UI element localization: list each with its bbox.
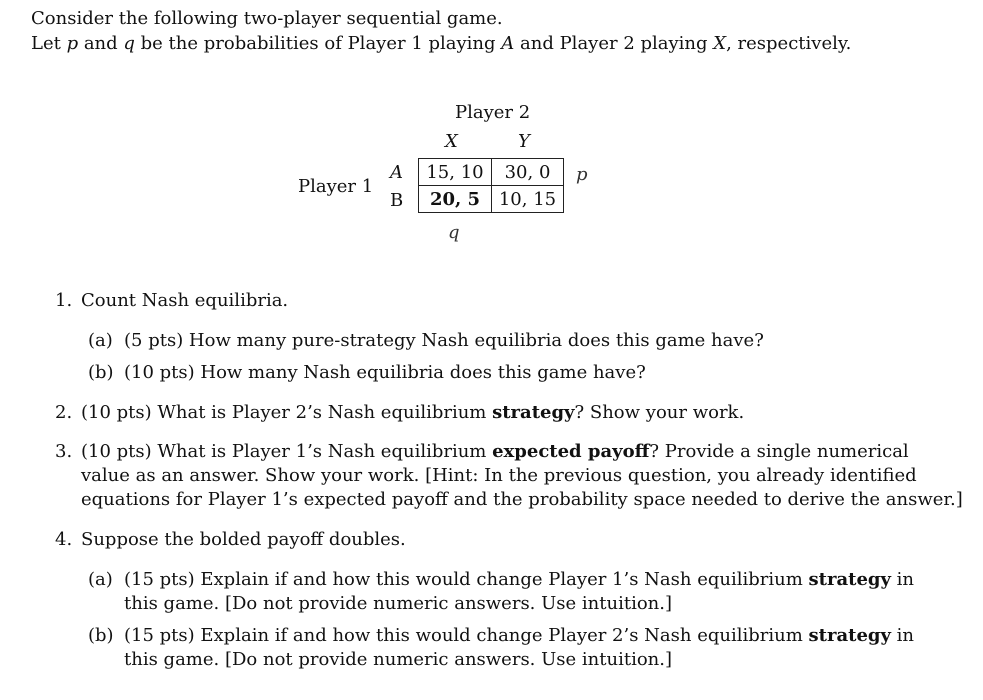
- subquestion-text: in: [890, 625, 915, 646]
- question-1b: [88, 361, 646, 385]
- var-x: X: [713, 33, 727, 54]
- question-4b-line-1: [124, 624, 915, 648]
- column-y-label: Y: [518, 131, 530, 152]
- row-b-label: B: [390, 190, 404, 211]
- var-p: p: [66, 33, 79, 54]
- question-number: 3.: [55, 441, 73, 462]
- question-number: 1.: [55, 290, 73, 311]
- intro-text: and: [78, 33, 124, 54]
- question-4a: [88, 568, 915, 616]
- var-q: q: [123, 33, 135, 54]
- p-probability-label: p: [576, 164, 588, 185]
- question-4a-line-1: [124, 568, 915, 592]
- q-probability-label: q: [448, 222, 460, 243]
- intro-text: be the probabilities of Player 1 playing: [134, 33, 502, 54]
- cell-a-y: 30, 0: [492, 159, 564, 186]
- intro-text: , respectively.: [726, 33, 852, 54]
- column-x-label: X: [445, 131, 458, 152]
- subquestion-text: (5 pts) How many pure-strategy Nash equilibria does this game have?: [124, 330, 764, 351]
- cell-b-y: 10, 15: [492, 186, 564, 213]
- bold-term: expected payoff: [492, 441, 650, 462]
- player-2-label: Player 2: [455, 102, 531, 123]
- question-3-line-2: value as an answer. Show your work. [Hint: In the previous question, you already identified: [81, 465, 917, 486]
- question-text: Count Nash equilibria.: [81, 290, 289, 311]
- subquestion-text: (15 pts) Explain if and how this would change Player 2’s Nash equilibrium: [124, 625, 809, 646]
- question-4b-line-2: this game. [Do not provide numeric answers. Use intuition.]: [124, 649, 672, 670]
- cell-b-x-bolded: 20, 5: [419, 186, 492, 213]
- subquestion-text: (10 pts) How many Nash equilibria does this game have?: [124, 362, 646, 383]
- question-3-line-1: [81, 440, 909, 464]
- question-text: Suppose the bolded payoff doubles.: [81, 529, 406, 550]
- bold-term: strategy: [492, 402, 575, 423]
- row-a-label: A: [390, 162, 403, 183]
- intro-text: and Player 2 playing: [514, 33, 714, 54]
- subquestion-label: (a): [88, 569, 113, 590]
- question-1a: [88, 329, 764, 353]
- var-a: A: [501, 33, 515, 54]
- subquestion-text: (15 pts) Explain if and how this would change Player 1’s Nash equilibrium: [124, 569, 809, 590]
- player-1-label: Player 1: [298, 176, 374, 197]
- question-4: [55, 528, 406, 552]
- payoff-matrix: [418, 158, 564, 213]
- subquestion-label: (b): [88, 625, 114, 646]
- question-text: (10 pts) What is Player 1’s Nash equilibrium: [81, 441, 493, 462]
- question-1: [55, 289, 289, 313]
- intro-text: Let: [31, 33, 67, 54]
- question-text: (10 pts) What is Player 2’s Nash equilibrium: [81, 402, 493, 423]
- question-4b: [88, 624, 915, 672]
- bold-term: strategy: [808, 625, 891, 646]
- cell-a-x: 15, 10: [419, 159, 492, 186]
- payoff-matrix-figure: [0, 0, 983, 260]
- question-text: ? Provide a single numerical: [649, 441, 909, 462]
- question-text: ? Show your work.: [574, 402, 745, 423]
- subquestion-text: in: [890, 569, 915, 590]
- matrix-row-a: [419, 159, 564, 186]
- question-number: 4.: [55, 529, 73, 550]
- subquestion-label: (a): [88, 330, 113, 351]
- matrix-row-b: [419, 186, 564, 213]
- question-4a-line-2: this game. [Do not provide numeric answers. Use intuition.]: [124, 593, 672, 614]
- question-3-line-3: equations for Player 1’s expected payoff and the probability space needed to derive the answer.]: [81, 489, 963, 510]
- question-2: [55, 401, 745, 425]
- intro-line-1: Consider the following two-player sequential game.: [31, 8, 503, 29]
- bold-term: strategy: [808, 569, 891, 590]
- subquestion-label: (b): [88, 362, 114, 383]
- question-number: 2.: [55, 402, 73, 423]
- question-3: [55, 440, 963, 512]
